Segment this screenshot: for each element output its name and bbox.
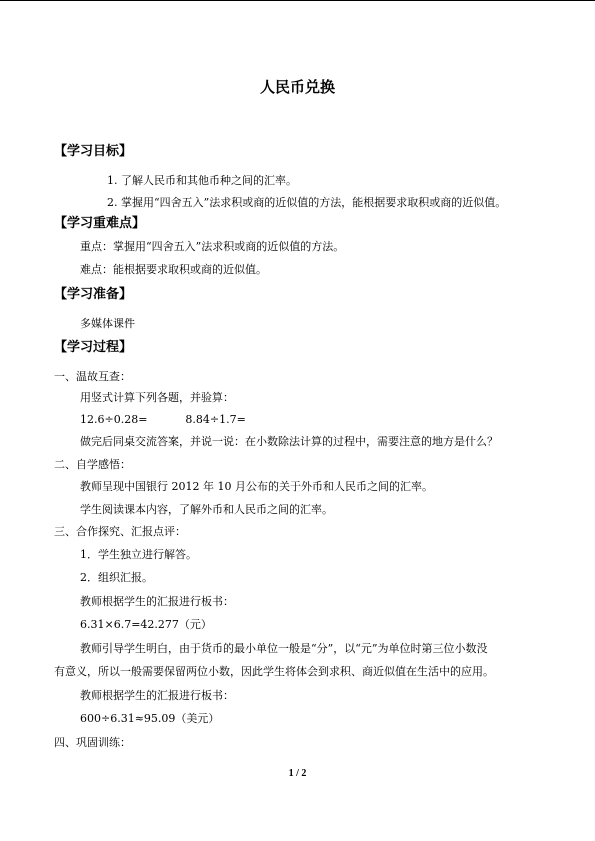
step-2-line: 教师呈现中国银行 2012 年 10 月公布的关于外币和人民币之间的汇率。 [80, 480, 433, 493]
page-title: 人民币兑换 [259, 78, 335, 96]
key-point: 重点：掌握用“四舍五入”法求积或商的近似值的方法。 [80, 240, 345, 253]
process-heading: 【学习过程】 [54, 340, 133, 355]
step-1-line: 用竖式计算下列各题，并验算： [80, 391, 234, 404]
step-1-line: 做完后同桌交流答案，并说一说：在小数除法计算的过程中，需要注意的地方是什么？ [80, 435, 498, 448]
step-3-line: 教师根据学生的汇报进行板书： [80, 689, 234, 702]
step-2-title: 二、自学感悟： [54, 458, 131, 471]
key-points-heading: 【学习重难点】 [54, 216, 146, 231]
step-4-title: 四、巩固训练： [54, 736, 131, 749]
calc-row [80, 413, 246, 427]
step-3-title: 三、合作探究、汇报点评： [54, 525, 186, 538]
goal-item-1: 1. 了解人民币和其他币种之间的汇率。 [107, 174, 297, 187]
formula-product: 6.31×6.7=42.277（元） [80, 618, 212, 631]
step-3-line: 教师引导学生明白，由于货币的最小单位一般是“分”，以“元”为单位时第三位小数没 [80, 642, 488, 655]
step-3-line: 1．学生独立进行解答。 [80, 548, 197, 561]
preparation-heading: 【学习准备】 [54, 287, 133, 302]
page-number: 1 / 2 [288, 768, 307, 779]
step-3-line: 教师根据学生的汇报进行板书： [80, 595, 234, 608]
step-1-title: 一、温故互查： [54, 370, 131, 383]
preparation-text: 多媒体课件 [80, 317, 135, 330]
calc-b: 8.84÷1.7= [185, 413, 246, 426]
goal-item-2: 2. 掌握用“四舍五入”法求积或商的近似值的方法，能根据要求取积或商的近似值。 [107, 196, 507, 209]
formula-quotient: 600÷6.31≈95.09（美元） [80, 712, 220, 725]
difficult-point: 难点：能根据要求取积或商的近似值。 [80, 263, 267, 276]
step-3-line: 2．组织汇报。 [80, 571, 153, 584]
step-2-line: 学生阅读课本内容，了解外币和人民币之间的汇率。 [80, 503, 333, 516]
calc-a: 12.6÷0.28= [80, 413, 148, 426]
step-3-line: 有意义，所以一般需要保留两位小数，因此学生将体会到求积、商近似值在生活中的应用。 [54, 665, 494, 678]
goals-heading: 【学习目标】 [54, 144, 133, 159]
